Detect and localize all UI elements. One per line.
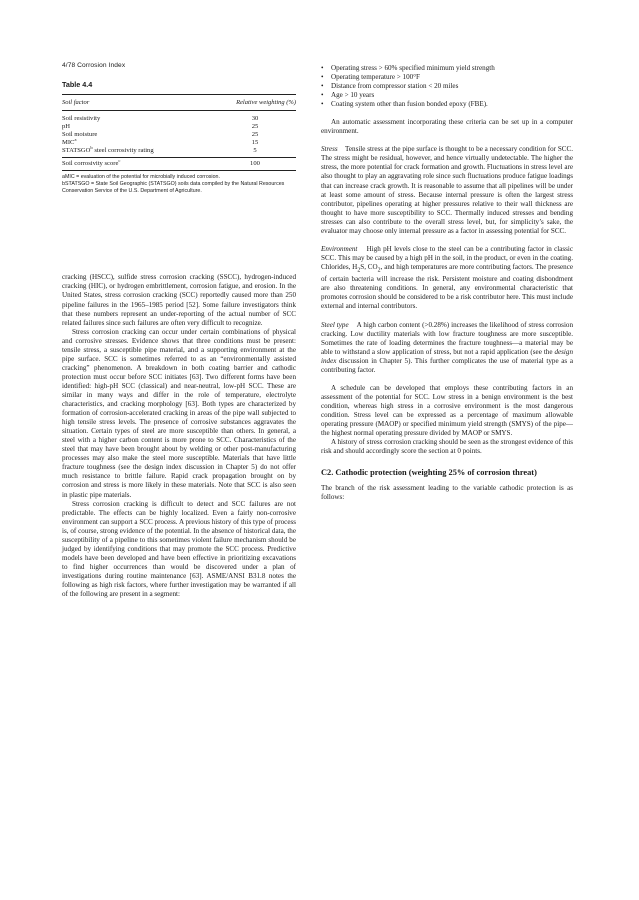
paragraph-text: Tensile stress at the pipe surface is thought to be a necessary condition for SCC. The stress might be residual, however, and hence virtually undetectable. The higher the stress, the more potential for crack formation and growth. Fluctuations in stress level are also thought to play an aggravating role since such fluctuations produce fatigue loadings that can increase crack growth. It is reasonable to assume that all pipelines will be under at least some amount of stress. Because internal pressure is often the largest stress contributor, pipelines operating at higher pressures relative to their wall thickness are thought to have more susceptibility to SCC. Thermally induced stresses and bending stresses can also contribute to the overall stress level, but, for simplicity’s sake, the evaluator may choose only internal pressure as a factor in assessing potential for SCC. — [321, 145, 573, 235]
table-row — [62, 136, 296, 147]
section-heading: C2. Cathodic protection (weighting 25% of corrosion threat) — [321, 468, 537, 478]
paragraph: cracking (HSCC), sulfide stress corrosion cracking (SSCC), hydrogen-induced cracking (HIC), or hydrogen embrittlement, corrosion fatigue, and erosion. In the United States, stress corrosion cracking (SCC) reportedly caused more than 250 pipeline failures in the 1965–1985 period [52]. Some failure investigators think that these numbers represent an under-reporting of the actual number of SCC related failures since such failures are often very difficult to recognize. — [62, 273, 296, 327]
paragraph-text: S, CO — [360, 262, 378, 271]
row-value: 30 — [251, 115, 259, 123]
footnote-marker: b — [90, 144, 93, 150]
col-header-factor: Soil factor — [62, 99, 90, 107]
row-label-text: STATSGO — [62, 147, 91, 155]
list-item: • Distance from compressor station < 20 miles — [321, 82, 573, 91]
paragraph: An automatic assessment incorporating these criteria can be set up in a computer environment. — [321, 118, 573, 136]
table-row — [62, 144, 296, 155]
row-value: 25 — [251, 123, 259, 131]
row-label — [62, 136, 238, 147]
running-head: 4/78 Corrosion Index — [62, 62, 126, 69]
row-label-text: MIC — [62, 139, 75, 147]
row-label: pH — [62, 123, 71, 131]
footnote-a: aMIC = evaluation of the potential for microbially induced corrosion. — [62, 174, 220, 181]
paragraph-text: High pH levels close to the steel can be a contributing factor in classic SCC. This may be caused by a high pH in the soil, in the product, or even in the coating. Chlorides, H — [321, 244, 574, 271]
stress-paragraph — [321, 145, 573, 235]
list-item: • Operating temperature > 100°F — [321, 73, 573, 82]
list-item: • Operating stress > 60% specified minimum yield strength — [321, 64, 573, 73]
left-column — [62, 80, 296, 599]
table-row — [62, 131, 296, 139]
soil-factor-table — [62, 80, 296, 195]
total-value: 100 — [250, 160, 260, 168]
footnote-marker: a — [74, 136, 77, 142]
row-label-rest: steel corrosivity rating — [92, 147, 154, 155]
paragraph: Stress corrosion cracking can occur under certain combinations of physical and corrosive stresses. Evidence shows that three conditions must be present: tensile stress, a susceptible pipe material, and a supporting environment at the pipe surface. SCC is sometimes referred to as an “environmentally assisted cracking” phenomenon. A breakdown in both coating barrier and cathodic protection must occur before SCC initiates [63]. Two different forms have been identified: high-pH SCC (classical) and near-neutral, low-pH SCC. These are similar in many ways and differ in the role of temperature, electrolyte characteristics, and cracking morphology [63]. Both types are characterized by formation of corrosion-accelerated cracking in areas of the pipe wall subjected to high tensile stress levels. The presence of corrosive substances aggravates the situation. Certain types of steel are more susceptible than others. In general, a steel with a higher carbon content is more prone to SCC. Characteristics of the steel that may have been brought about by welding or other post-manufacturing processes may also make the steel more susceptible. Materials that have little fracture toughness (see the design index discussion in Chapter 5) do not offer much resistance to brittle failure. Rapid crack propagation brought on by corrosion and stress is more likely in these materials. Note that SCC is also seen in plastic pipe materials. — [62, 327, 296, 499]
paragraph: A schedule can be developed that employs these contributing factors in an assessment of the potential for SCC. Low stress in a benign environment is the best condition, whereas high stress in a corrosive environment is the most dangerous condition. Stress level can be expressed as a percentage of maximum allowable operating pressure (MAOP) or specified minimum yield strength (SMYS) of the pipe—the highest normal operating pressure divided by MAOP or SMYS. — [321, 383, 573, 438]
environment-paragraph — [321, 245, 573, 312]
list-item: • Age > 10 years — [321, 91, 573, 100]
run-in-heading: Stress — [321, 145, 338, 154]
run-in-heading: Environment — [321, 244, 358, 253]
row-value: 25 — [251, 131, 259, 139]
risk-factor-list — [321, 64, 573, 109]
table-footnotes — [62, 174, 296, 195]
row-label: Soil moisture — [62, 131, 98, 139]
row-label: Soil resistivity — [62, 115, 101, 123]
subscript: 2 — [357, 267, 361, 274]
table-title: Table 4.4 — [62, 80, 93, 89]
col-header-weight: Relative weighting (%) — [236, 99, 296, 107]
subscript: 2 — [377, 267, 381, 274]
table-row — [62, 123, 296, 131]
paragraph: The branch of the risk assessment leading to the variable cathodic protection is as follows: — [321, 484, 573, 502]
italic-reference: design index — [321, 347, 573, 365]
footnote-b: bSTATSGO = State Soil Geographic (STATSGO) soils data compiled by the Natural Resources Conservation Service of the U.S. Department of Agriculture. — [62, 181, 285, 195]
total-label — [62, 157, 238, 168]
right-column — [321, 64, 573, 502]
table-header-row — [62, 95, 296, 110]
row-value: 5 — [253, 147, 257, 155]
table-row — [62, 115, 296, 123]
paragraph-text: , and high temperatures are more contributing factors. The presence of certain bacteria will increase the risk. Persistent moisture and coating disbondment are also threatening conditions. In general, any environmental characteristic that promotes corrosion should be considered to be a risk contributor here. This must include external and internal contributors. — [321, 262, 573, 311]
left-body-text — [62, 273, 296, 599]
paragraph-text: discussion in Chapter 5). This further complicates the use of material type as a contributing factor. — [321, 356, 573, 374]
paragraph-text: A high carbon content (>0.28%) increases the likelihood of stress corrosion cracking. Low ductility materials with low fracture toughness are more susceptible. Sometimes the rate of loading determines the fracture toughness—a material may be able to withstand a slow application of stress, but not a rapid application (see the — [321, 320, 574, 356]
footnote-marker: c — [118, 157, 121, 163]
steel-type-paragraph — [321, 321, 573, 375]
table-body — [62, 111, 296, 157]
table-total-row — [62, 158, 296, 170]
row-label — [62, 144, 238, 155]
list-item: • Coating system other than fusion bonded epoxy (FBE). — [321, 100, 573, 109]
total-label-text: Soil corrosivity score — [62, 160, 119, 168]
table-bottom-rule — [62, 170, 296, 171]
row-value: 15 — [251, 139, 259, 147]
run-in-heading: Steel type — [321, 320, 349, 329]
paragraph: A history of stress corrosion cracking should be seen as the strongest evidence of this risk and should accordingly score the section at 0 points. — [321, 438, 573, 456]
paragraph: Stress corrosion cracking is difficult to detect and SCC failures are not predictable. The effects can be highly localized. Even a fairly non-corrosive environment can support a SCC process. A previous history of this type of process is, of course, strong evidence of the potential. In the absence of historical data, the susceptibility of a pipeline to this sometimes violent failure mechanism should be judged by identifying conditions that may promote the SCC process. Predictive models have been developed and have been effective in prioritizing excavations to find higher occurrences than would be discovered under a plan of investigations during routine maintenance [63]. ASME/ANSI B31.8 notes the following as high risk factors, where further investigation may be warranted if all of the following are present in a segment: — [62, 499, 296, 599]
